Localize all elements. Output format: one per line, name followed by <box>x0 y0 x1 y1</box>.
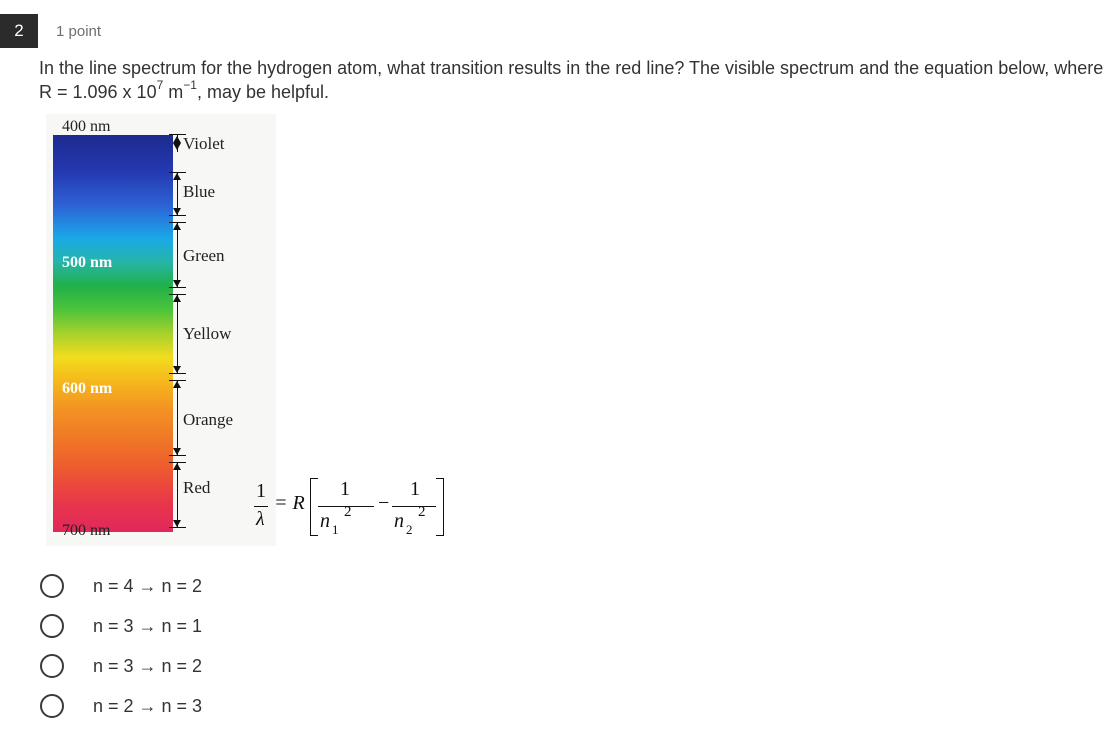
eq-numerator-one: 1 <box>256 480 266 502</box>
question-text-unit: m <box>163 82 184 102</box>
answer-option-label: n = 3 → n = 1 <box>93 615 203 636</box>
eq-n2-square: 2 <box>418 504 426 520</box>
band-label-orange: Orange <box>183 410 234 429</box>
band-label-red: Red <box>183 478 211 497</box>
wavelength-label-500: 500 nm <box>62 254 113 271</box>
band-yellow <box>166 294 276 374</box>
eq-n2-subscript: 2 <box>406 522 413 537</box>
band-blue <box>166 172 276 216</box>
eq-n2: n <box>394 510 404 532</box>
eq-n1: n <box>320 510 330 532</box>
eq-n1-square: 2 <box>344 504 352 520</box>
wavelength-label-400: 400 nm <box>62 118 111 135</box>
band-label-blue: Blue <box>183 182 216 201</box>
wavelength-label-600: 600 nm <box>62 380 113 397</box>
spectrum-figure <box>46 114 456 554</box>
radio-button[interactable] <box>40 574 64 598</box>
visible-spectrum-bar <box>53 135 173 532</box>
question-points: 1 point <box>56 23 102 40</box>
question-text-main: In the line spectrum for the hydrogen atom, what transition results in the red line? The visible spectrum and the equation below, where R = 1.096 x 10 <box>39 58 1104 102</box>
radio-button[interactable] <box>40 694 64 718</box>
radio-button[interactable] <box>40 654 64 678</box>
question-text-end: , may be helpful. <box>196 82 330 102</box>
question-number-badge: 2 <box>0 14 38 48</box>
eq-equals-r: = R <box>274 492 305 514</box>
question-exponent-7: 7 <box>156 78 164 92</box>
rydberg-equation <box>252 474 462 544</box>
band-violet <box>166 134 276 152</box>
eq-n1-subscript: 1 <box>332 522 339 537</box>
color-band-markers <box>166 134 276 524</box>
question-exponent-minus-1: −1 <box>183 78 197 92</box>
answer-option-3[interactable] <box>40 646 202 686</box>
radio-button[interactable] <box>40 614 64 638</box>
answer-option-label: n = 4 → n = 2 <box>93 575 203 596</box>
eq-lambda: λ <box>256 508 265 530</box>
band-label-yellow: Yellow <box>183 324 232 343</box>
eq-minus: − <box>378 492 390 514</box>
eq-fraction-bar-lhs <box>254 506 268 507</box>
eq-right-bracket <box>436 478 444 536</box>
answer-options <box>40 566 202 726</box>
eq-left-bracket <box>310 478 318 536</box>
answer-option-1[interactable] <box>40 566 202 606</box>
band-label-violet: Violet <box>183 134 225 153</box>
answer-option-4[interactable] <box>40 686 202 726</box>
eq-numerator-1b: 1 <box>410 478 420 500</box>
band-green <box>166 222 276 288</box>
question-text <box>39 56 1114 104</box>
eq-numerator-1a: 1 <box>340 478 350 500</box>
band-orange <box>166 380 276 456</box>
answer-option-2[interactable] <box>40 606 202 646</box>
answer-option-label: n = 3 → n = 2 <box>93 655 203 676</box>
eq-fraction-bar-2 <box>392 506 436 507</box>
answer-option-label: n = 2 → n = 3 <box>93 695 203 716</box>
wavelength-label-700: 700 nm <box>62 522 111 539</box>
band-label-green: Green <box>183 246 225 265</box>
